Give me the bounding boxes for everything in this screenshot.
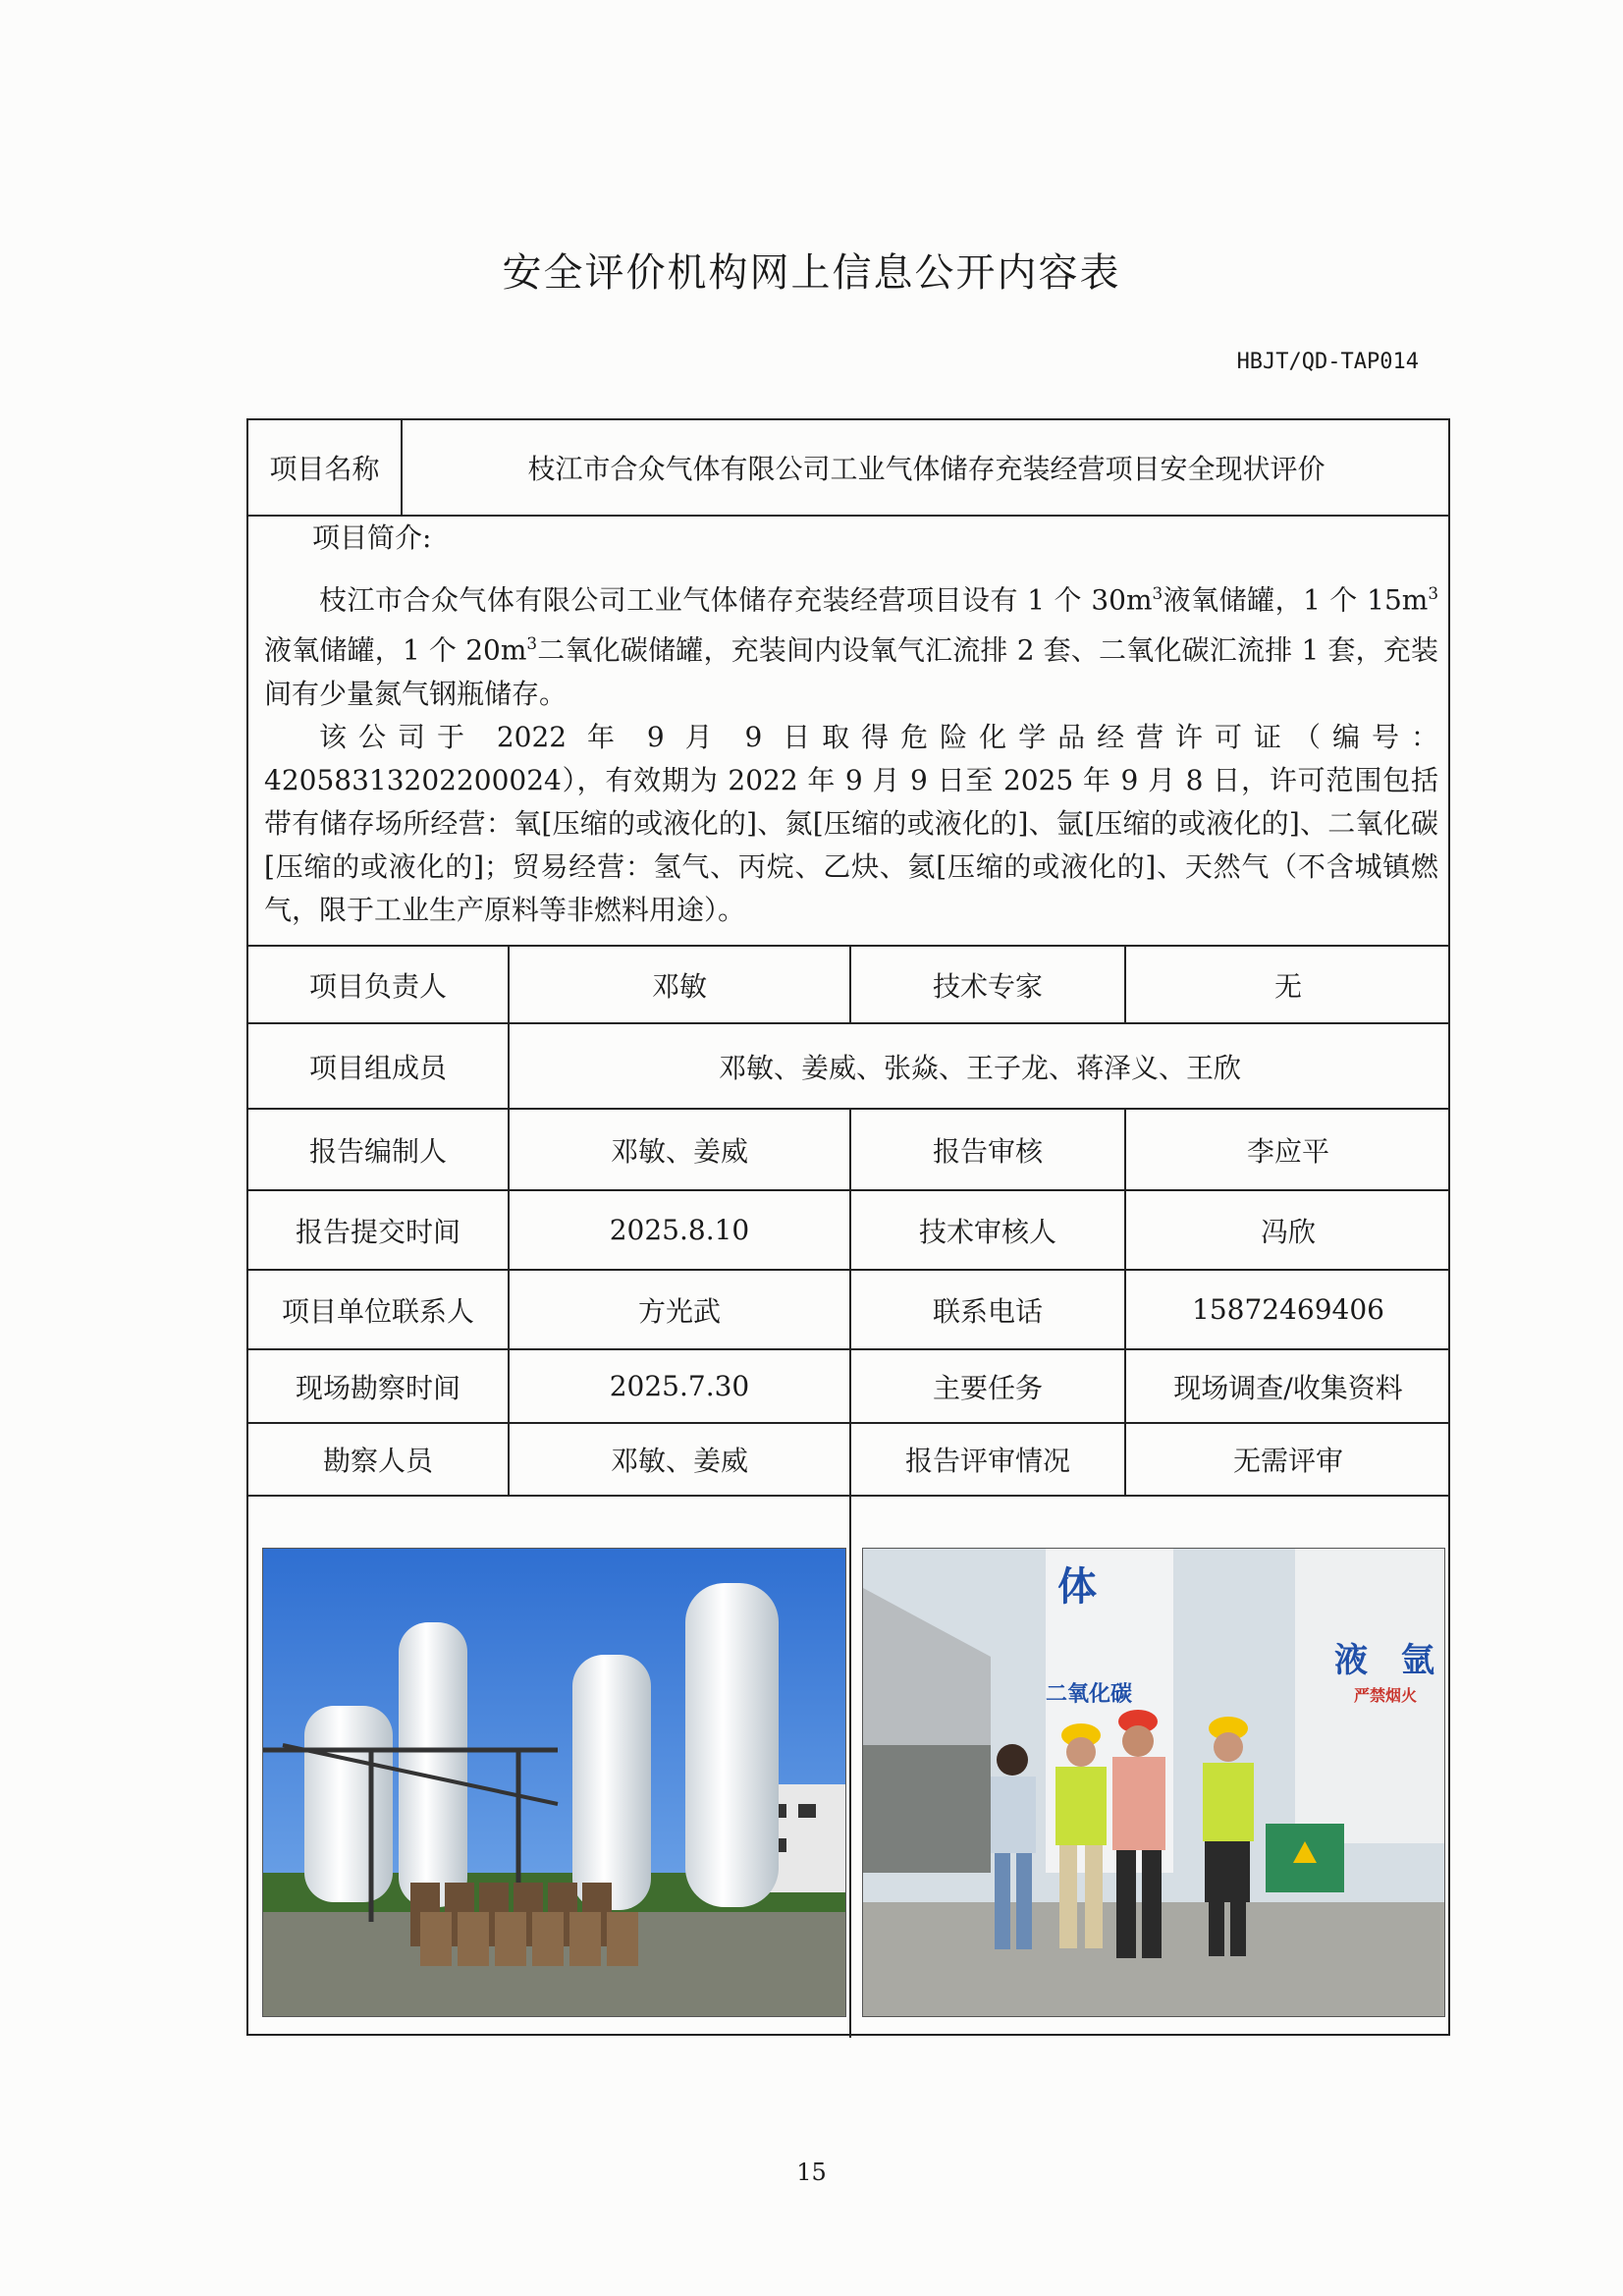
tank-sign-3: 液 氩 <box>1334 1642 1434 1679</box>
tank-sign-1: 体 <box>1057 1565 1097 1609</box>
surveyor-value: 邓敏、姜威 <box>610 1445 748 1477</box>
evaluation-label: 报告评审情况 <box>904 1445 1070 1477</box>
tank-sign-4: 严禁烟火 <box>1354 1688 1418 1705</box>
survey-time-label: 现场勘察时间 <box>295 1371 460 1404</box>
submit-time-label: 报告提交时间 <box>295 1215 460 1248</box>
main-task-value: 现场调查/收集资料 <box>1173 1371 1403 1404</box>
team-illustration <box>863 1549 1445 2017</box>
submit-time-value: 2025.8.10 <box>609 1214 750 1246</box>
review-label: 报告审核 <box>932 1134 1043 1168</box>
members-label: 项目组成员 <box>308 1051 447 1084</box>
contact-value: 方光武 <box>637 1294 721 1328</box>
expert-value: 无 <box>1273 969 1302 1003</box>
project-name-label: 项目名称 <box>269 453 380 485</box>
author-value: 邓敏、姜威 <box>610 1134 748 1168</box>
tanks-illustration <box>263 1549 846 2017</box>
project-intro-paragraph-1: 枝江市合众气体有限公司工业气体储存充装经营项目设有 1 个 $30m^3$液氧储罐，1 个 $15m^3$液氧储罐，1 个 $20m^3$二氧化碳储罐，充装间内设氧气汇流排 2 套、二氧化碳汇流排 1 套，充装间有少量氮气钢瓶储存。 <box>264 583 1439 710</box>
page-number: 15 <box>796 2159 827 2186</box>
leader-label: 项目负责人 <box>308 969 447 1003</box>
author-label: 报告编制人 <box>308 1134 447 1168</box>
survey-time-value: 2025.7.30 <box>609 1370 750 1402</box>
project-intro <box>264 517 1438 932</box>
evaluation-value: 无需评审 <box>1232 1445 1343 1477</box>
tech-reviewer-label: 技术审核人 <box>918 1215 1056 1248</box>
review-value: 李应平 <box>1246 1134 1329 1168</box>
surveyor-label: 勘察人员 <box>322 1445 433 1477</box>
expert-label: 技术专家 <box>932 969 1043 1003</box>
document-number: HBJT/QD-TAP014 <box>1236 350 1419 374</box>
page-title: 安全评价机构网上信息公开内容表 <box>502 250 1121 296</box>
leader-value: 邓敏 <box>651 969 707 1003</box>
site-photo-team <box>862 1548 1445 2017</box>
contact-label: 项目单位联系人 <box>281 1294 474 1328</box>
project-intro-label: 项目简介: <box>312 521 432 554</box>
tank-sign-2: 二氧化碳 <box>1046 1681 1133 1706</box>
phone-value: 15872469406 <box>1192 1293 1384 1326</box>
phone-label: 联系电话 <box>932 1294 1043 1328</box>
main-task-label: 主要任务 <box>932 1371 1043 1404</box>
tech-reviewer-value: 冯欣 <box>1260 1215 1316 1248</box>
project-intro-paragraph-2: 该公司于 2022 年 9 月 9 日取得危险化学品经营许可证（编号：42058313202200024），有效期为 2022 年 9 月 9 日至 2025 年 9 月 8 日，许可范围包括带有储存场所经营：氧[压缩的或液化的]、氮[压缩的或液化的]、氩[压缩的或液化的]、二氧化碳[压缩的或液化的]；贸易经营：氢气、丙烷、乙炔、氦[压缩的或液化的]、天然气（不含城镇燃气，限于工业生产原料等非燃料用途）。 <box>264 720 1438 926</box>
members-value: 邓敏、姜威、张焱、王子龙、蒋泽义、王欣 <box>718 1051 1241 1084</box>
project-name-value: 枝江市合众气体有限公司工业气体储存充装经营项目安全现状评价 <box>527 453 1325 485</box>
site-photo-tanks <box>262 1548 846 2017</box>
